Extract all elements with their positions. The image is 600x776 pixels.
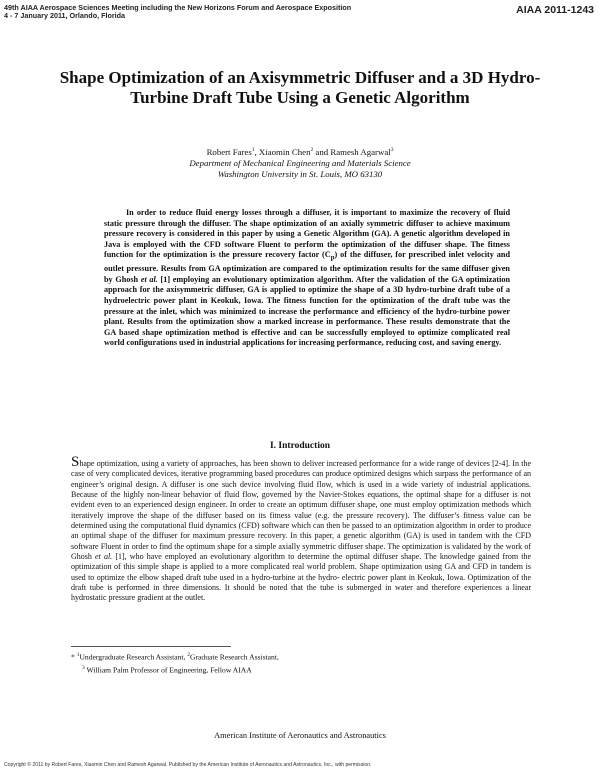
conference-date-location: 4 - 7 January 2011, Orlando, Florida xyxy=(4,11,126,21)
conference-header xyxy=(4,4,351,21)
footnote-line xyxy=(71,650,531,663)
copyright-notice: Copyright © 2011 by Robert Fares, Xiaomin Chen and Ramesh Agarwal. Published by the American Institute of Aeronautics and Astronautics, Inc., with permission. xyxy=(4,762,372,768)
introduction-paragraph xyxy=(71,454,532,604)
author-mark: 1 xyxy=(251,147,255,153)
footnote-marker: * xyxy=(71,652,75,662)
footnote-text: Undergraduate Research Assistant, xyxy=(79,652,188,662)
footnote-mark: 2 xyxy=(187,652,191,658)
section-heading-introduction: I. Introduction xyxy=(269,441,330,451)
dropcap-letter: S xyxy=(71,454,80,470)
abstract-text: [1] employing an evolutionary optimization algorithm. After the validation of the GA optimization approach for the axisymmetric diffuser, GA is applied to optimize the shape of a 3D hydro-turbine draft tube of a hydroelectric power plant in Keokuk, Iowa. The fitness function for the optimization of the draft tube was the pressure at the inlet, which was minimized to increase the performance and efficiency of the hydro-turbine power plant. Results from the optimization show a marked increase in performance. These results demonstrate that the GA based shape optimization method is effective and can be successfully employed to optimize complicated real world configurations used in industrial applications for increasing performance, reducing cost, and saving energy. xyxy=(104,274,511,348)
author-separator: and xyxy=(313,146,331,157)
footnote-mark: 1 xyxy=(76,652,80,658)
abstract xyxy=(104,208,510,349)
footnote-text: Graduate Research Assistant, xyxy=(190,652,279,662)
footnote-line xyxy=(71,663,531,676)
abstract-text: ) of the diffuser, for prescribed inlet velocity and outlet pressure. Results from GA optimization are compared to the optimization results for the same diffuser given by Ghosh xyxy=(104,250,510,284)
author-name: Robert Fares xyxy=(206,146,252,157)
author-list xyxy=(60,145,540,158)
paper-title: Shape Optimization of an Axisymmetric Diffuser and a 3D Hydro-Turbine Draft Tube Using a Genetic Algorithm xyxy=(59,68,541,107)
abstract-cp-subscript: p xyxy=(330,254,335,262)
introduction-text: [1], who have employed an evolutionary algorithm to determine the optimal diffuser shape. The knowledge gained from the optimization of this simple shape is applied to a more complicated real world problem. Shape optimization using GA and CFD in tandem is used to optimize the elbow shaped draft tube used in a hydro-turbine at the hydro- electric power plant in Keokuk, Iowa. Optimization of the draft tube is performed in three dimensions. It should be noted that the tube is submerged in water and therefore experiences a linear hydrostatic pressure gradient at the outlet. xyxy=(71,552,532,603)
author-mark: 3 xyxy=(390,147,394,153)
abstract-text: In order to reduce fluid energy losses through a diffuser, it is important to maximize the recovery of fluid static pressure through the diffuser. The shape optimization of an axially symmetric diffuser to achieve maximum pressure recovery is considered in this paper by using a Genetic Algorithm (GA). A genetic algorithm developed in Java is employed with the CFD software Fluent to perform the optimization of the diffuser shape. The fitness function for the optimization is the pressure recovery factor (C xyxy=(104,208,510,260)
author-separator: , xyxy=(254,146,259,157)
affiliation-department: Department of Mechanical Engineering and Materials Science xyxy=(189,157,411,168)
author-block xyxy=(60,145,540,180)
abstract-et-al: et al. xyxy=(140,274,158,284)
introduction-et-al: et al. xyxy=(95,552,113,562)
conference-name: 49th AIAA Aerospace Sciences Meeting including the New Horizons Forum and Aerospace Exposition xyxy=(4,3,352,12)
introduction-text: hape optimization, using a variety of approaches, has been shown to deliver increased performance for a wide range of devices [2-4]. In the case of very complicated devices, iterative programming based procedures can produce optimized designs which surpass the performance of an engineer’s original design. A diffuser is one such device involving fluid flow, which is used in a wide variety of industrial applications. Because of the highly non-linear behavior of fluid flow, governed by the Navier-Stokes equations, the optimal shape for a diffuser is not evident even to an experienced design engineer. In order to create an optimum diffuser shape, one must employ optimization methods which iteratively improve the shape of the diffuser based on its fitness value (e.g. the pressure recovery). The diffuser’s fitness value can be determined using the computational fluid dynamics (CFD) software which can then be passed to an optimization algorithm in order to produce an optimal shape of the diffuser for maximum pressure recovery. In this paper, a genetic algorithm (GA) is used in tandem with the CFD software Fluent in order to find the optimum shape for a simple axially symmetric diffuser shape. The optimization is validated by the work of Ghosh xyxy=(71,459,531,562)
affiliation-university: Washington University in St. Louis, MO 63130 xyxy=(217,168,383,179)
footnote-divider xyxy=(71,646,231,647)
footnote-mark: 3 xyxy=(82,664,85,671)
author-name: Ramesh Agarwal xyxy=(330,146,391,157)
footnotes xyxy=(71,650,531,675)
footnote-text: William Palm Professor of Engineering, Fellow AIAA xyxy=(84,665,252,675)
footer-organization: American Institute of Aeronautics and Astronautics xyxy=(214,731,386,740)
author-name: Xiaomin Chen xyxy=(258,146,311,157)
author-mark: 2 xyxy=(310,147,314,153)
paper-number: AIAA 2011-1243 xyxy=(516,4,594,16)
